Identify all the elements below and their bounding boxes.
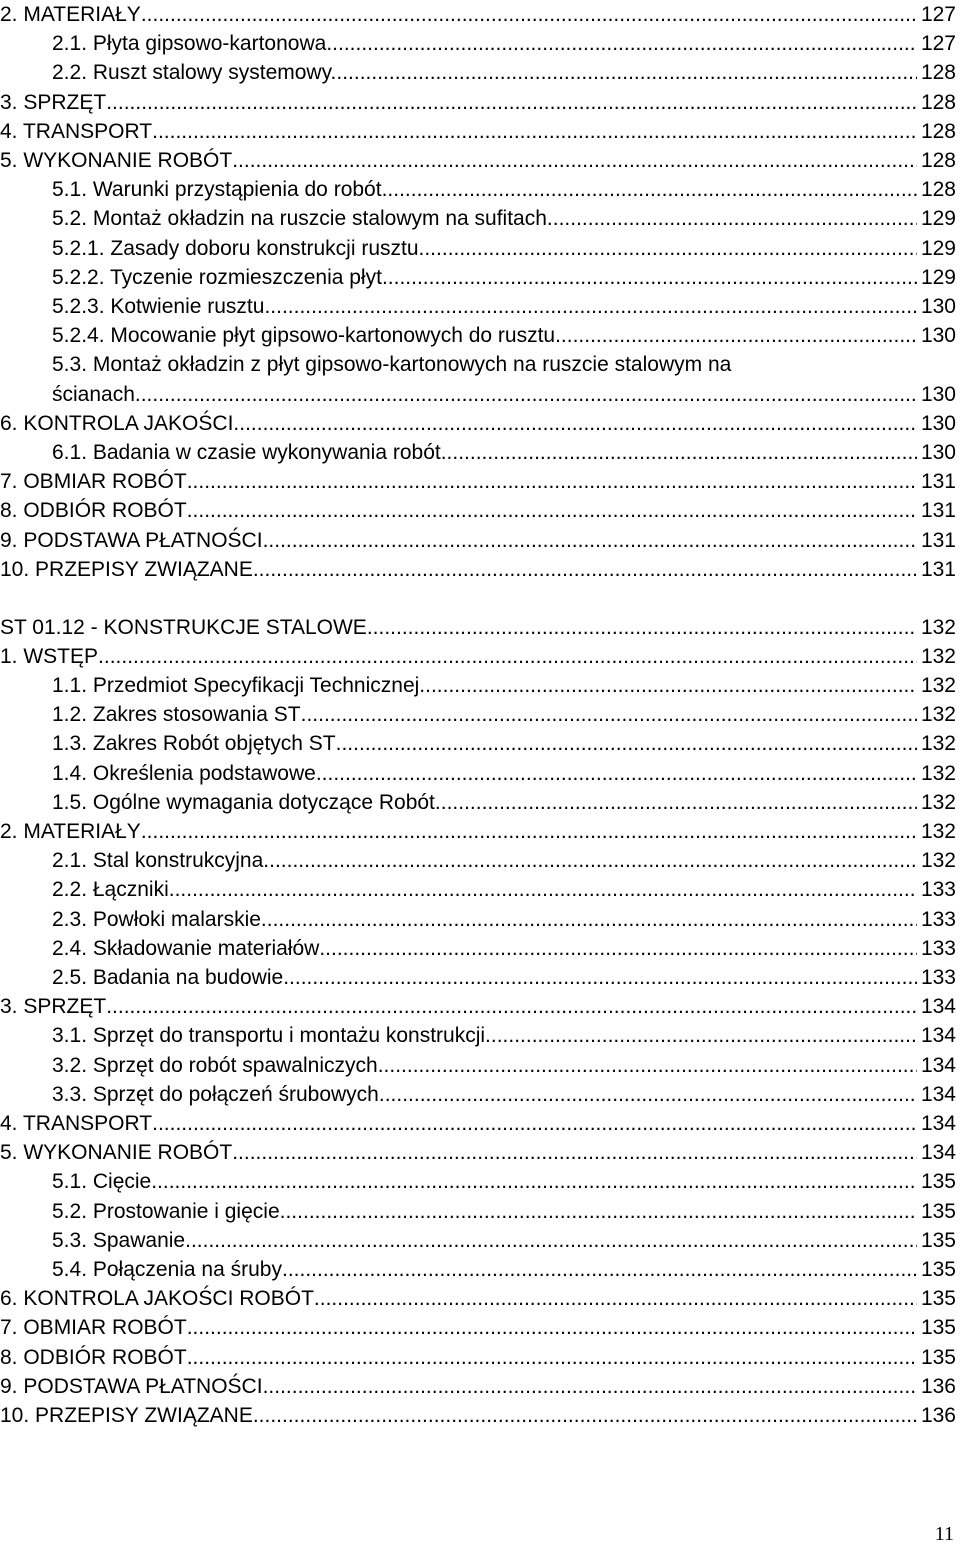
toc-entry-page: 134	[920, 1024, 956, 1047]
toc-entry[interactable]	[0, 1197, 960, 1226]
toc-entry-page: 129	[920, 266, 956, 289]
toc-entry-page: 132	[920, 762, 956, 785]
toc-entry-lead	[0, 642, 917, 671]
toc-dot-leader	[435, 788, 917, 817]
toc-entry-page: 132	[920, 616, 956, 639]
toc-entry[interactable]	[0, 146, 960, 175]
toc-entry[interactable]	[0, 1021, 960, 1050]
toc-entry-lead	[0, 1226, 917, 1255]
toc-entry-title: 5.2.2. Tyczenie rozmieszczenia płyt	[52, 266, 382, 289]
toc-dot-leader	[382, 263, 917, 292]
toc-dot-leader	[379, 1080, 917, 1109]
toc-dot-leader	[263, 526, 917, 555]
toc-entry[interactable]	[0, 1080, 960, 1109]
toc-entry[interactable]	[0, 1226, 960, 1255]
toc-entry-page: 134	[920, 1112, 956, 1135]
toc-entry-title: 2. MATERIAŁY	[0, 3, 141, 26]
toc-entry-title: 5. WYKONANIE ROBÓT	[0, 149, 233, 172]
toc-entry-title: 3.3. Sprzęt do połączeń śrubowych	[52, 1083, 379, 1106]
toc-dot-leader	[332, 29, 917, 58]
toc-entry-lead	[0, 1401, 917, 1430]
toc-entry-title: 2.2. Łączniki	[52, 878, 169, 901]
toc-dot-leader	[106, 992, 917, 1021]
toc-entry-title: 9. PODSTAWA PŁATNOŚCI	[0, 529, 263, 552]
toc-entry[interactable]	[0, 1343, 960, 1372]
toc-dot-leader	[152, 1109, 917, 1138]
toc-dot-leader	[253, 1401, 917, 1430]
toc-entry-title: 2.1. Stal konstrukcyjna.	[52, 849, 270, 872]
toc-entry[interactable]	[0, 0, 960, 29]
toc-dot-leader	[419, 671, 917, 700]
toc-entry-lead	[0, 496, 917, 525]
toc-dot-leader	[301, 700, 917, 729]
toc-entry-lead	[0, 88, 917, 117]
toc-dot-leader	[336, 58, 917, 87]
toc-entry-page: 128	[920, 91, 956, 114]
toc-entry[interactable]	[0, 175, 960, 204]
page-number: 11	[934, 1523, 954, 1545]
toc-entry[interactable]	[0, 642, 960, 671]
toc-entry-title: 3. SPRZĘT	[0, 91, 107, 114]
toc-entry-page: 130	[920, 383, 956, 406]
toc-dot-leader	[269, 846, 917, 875]
toc-entry[interactable]	[0, 671, 960, 700]
toc-entry-title: 8. ODBIÓR ROBÓT	[0, 499, 187, 522]
toc-dot-leader	[261, 905, 917, 934]
toc-entry-title: 9. PODSTAWA PŁATNOŚCI	[0, 1375, 263, 1398]
toc-dot-leader	[336, 729, 917, 758]
toc-dot-leader	[169, 875, 917, 904]
toc-entry-lead	[0, 905, 917, 934]
toc-entry[interactable]	[0, 1167, 960, 1196]
toc-entry[interactable]	[0, 204, 960, 233]
toc-entry-page: 134	[920, 1141, 956, 1164]
toc-entry[interactable]	[0, 321, 960, 350]
toc-entry-page: 135	[920, 1346, 956, 1369]
toc-entry-lead	[0, 1197, 917, 1226]
toc-entry-page: 135	[920, 1229, 956, 1252]
toc-entry[interactable]	[0, 526, 960, 555]
toc-entry-title: 1. WSTĘP	[0, 645, 99, 668]
toc-entry-page: 131	[920, 470, 956, 493]
toc-entry[interactable]	[0, 905, 960, 934]
toc-dot-leader	[187, 496, 917, 525]
toc-entry-title: 4. TRANSPORT	[0, 1112, 153, 1135]
toc-entry[interactable]	[0, 700, 960, 729]
toc-entry-lead	[0, 1109, 917, 1138]
toc-entry[interactable]	[0, 380, 960, 409]
toc-entry[interactable]	[0, 350, 960, 379]
toc-entry-page: 134	[920, 1054, 956, 1077]
toc-entry-title: 5.2.3. Kotwienie rusztu	[52, 295, 265, 318]
toc-entry-lead	[0, 380, 917, 409]
toc-entry-lead	[0, 963, 917, 992]
toc-entry[interactable]	[0, 263, 960, 292]
toc-entry-lead	[0, 1372, 917, 1401]
toc-dot-leader	[314, 1284, 917, 1313]
toc-entry-title: 1.3. Zakres Robót objętych ST	[52, 732, 336, 755]
toc-entry-page: 130	[920, 412, 956, 435]
toc-entry-lead	[0, 263, 917, 292]
toc-dot-leader	[319, 934, 917, 963]
toc-entry-lead	[0, 700, 917, 729]
toc-entry-lead	[0, 58, 917, 87]
toc-entry[interactable]	[0, 467, 960, 496]
toc-entry-lead	[0, 1313, 917, 1342]
toc-entry-title: 5.1. Cięcie	[52, 1170, 152, 1193]
toc-entry-page: 132	[920, 645, 956, 668]
toc-dot-leader	[280, 1197, 917, 1226]
toc-entry[interactable]	[0, 963, 960, 992]
toc-entry-page: 131	[920, 499, 956, 522]
toc-dot-leader	[232, 1138, 917, 1167]
toc-entry-title: 7. OBMIAR ROBÓT	[0, 1316, 187, 1339]
toc-dot-leader	[264, 292, 917, 321]
toc-entry-page: 130	[920, 324, 956, 347]
toc-entry-lead	[0, 1138, 917, 1167]
toc-entry-page: 131	[920, 529, 956, 552]
toc-entry-page: 135	[920, 1287, 956, 1310]
toc-entry[interactable]	[0, 1051, 960, 1080]
toc-entry-title: 2.2. Ruszt stalowy systemowy.	[52, 61, 337, 84]
toc-entry-lead	[0, 817, 917, 846]
toc-entry[interactable]	[0, 58, 960, 87]
toc-entry-lead	[0, 1080, 917, 1109]
toc-entry-lead	[0, 613, 917, 642]
toc-entry-page: 132	[920, 791, 956, 814]
toc-entry-title: ścianach	[52, 383, 135, 406]
toc-entry-page: 130	[920, 295, 956, 318]
toc-entry-title: 4. TRANSPORT	[0, 120, 153, 143]
toc-entry-lead	[0, 992, 917, 1021]
toc-entry[interactable]	[0, 1401, 960, 1430]
toc-entry-page: 136	[920, 1404, 956, 1427]
toc-entry-page: 135	[920, 1170, 956, 1193]
toc-entry-title: 5.1. Warunki przystąpienia do robót	[52, 178, 382, 201]
toc-entry-title: 5.3. Spawanie	[52, 1229, 186, 1252]
toc-dot-leader	[233, 409, 917, 438]
toc-entry-title: 2.1. Płyta gipsowo-kartonowa.	[52, 32, 333, 55]
toc-entry-title: 6. KONTROLA JAKOŚCI ROBÓT	[0, 1287, 314, 1310]
toc-entry[interactable]	[0, 846, 960, 875]
toc-entry-lead	[0, 934, 917, 963]
toc-dot-leader	[367, 613, 917, 642]
toc-dot-leader	[232, 146, 917, 175]
toc-entry-lead	[0, 350, 960, 379]
toc-entry[interactable]	[0, 729, 960, 758]
toc-entry[interactable]	[0, 1313, 960, 1342]
toc-entry-title: 3. SPRZĘT	[0, 995, 107, 1018]
toc-entry-lead	[0, 526, 917, 555]
toc-dot-leader	[555, 321, 917, 350]
toc-entry-title: 3.2. Sprzęt do robót spawalniczych	[52, 1054, 378, 1077]
toc-entry-title: 10. PRZEPISY ZWIĄZANE	[0, 1404, 253, 1427]
toc-entry-page: 128	[920, 149, 956, 172]
toc-entry-title: 1.5. Ogólne wymagania dotyczące Robót	[52, 791, 435, 814]
toc-dot-leader	[441, 438, 917, 467]
toc-entry[interactable]	[0, 409, 960, 438]
toc-entry-title: 2. MATERIAŁY	[0, 820, 141, 843]
toc-entry-page: 130	[920, 441, 956, 464]
toc-dot-leader	[382, 175, 917, 204]
toc-entry-lead	[0, 467, 917, 496]
toc-entry[interactable]	[0, 1138, 960, 1167]
toc-dot-leader	[378, 1051, 917, 1080]
toc-entry-lead	[0, 409, 917, 438]
toc-entry[interactable]	[0, 88, 960, 117]
toc-dot-leader	[316, 759, 917, 788]
toc-entry-title: 1.4. Określenia podstawowe	[52, 762, 316, 785]
toc-entry-lead	[0, 29, 917, 58]
toc-entry-title: 2.4. Składowanie materiałów	[52, 937, 320, 960]
toc-entry[interactable]	[0, 29, 960, 58]
toc-dot-leader	[283, 963, 917, 992]
toc-entry-page: 135	[920, 1258, 956, 1281]
toc-entry-title: ST 01.12 - KONSTRUKCJE STALOWE	[0, 616, 367, 639]
toc-entry-page: 127	[920, 3, 956, 26]
toc-entry-title: 6.1. Badania w czasie wykonywania robót	[52, 441, 441, 464]
toc-entry-lead	[0, 671, 917, 700]
toc-entry-title: 1.2. Zakres stosowania ST	[52, 703, 301, 726]
toc-dot-leader	[187, 467, 917, 496]
toc-dot-leader	[419, 234, 917, 263]
toc-dot-leader	[106, 88, 917, 117]
toc-entry[interactable]	[0, 234, 960, 263]
toc-dot-leader	[141, 817, 917, 846]
toc-entry-lead	[0, 1051, 917, 1080]
toc-dot-leader	[185, 1226, 917, 1255]
toc-entry[interactable]	[0, 759, 960, 788]
toc-entry-lead	[0, 292, 917, 321]
toc-entry[interactable]	[0, 1372, 960, 1401]
toc-entry-lead	[0, 175, 917, 204]
toc-dot-leader	[135, 380, 917, 409]
toc-entry-lead	[0, 204, 917, 233]
toc-dot-leader	[187, 1343, 917, 1372]
toc-entry-page: 132	[920, 849, 956, 872]
toc-entry-lead	[0, 759, 917, 788]
toc-entry-page: 132	[920, 732, 956, 755]
toc-entry[interactable]	[0, 817, 960, 846]
toc-entry-lead	[0, 234, 917, 263]
toc-entry[interactable]	[0, 613, 960, 642]
toc-dot-leader	[547, 204, 917, 233]
toc-entry-title: 10. PRZEPISY ZWIĄZANE	[0, 558, 253, 581]
toc-entry-page: 133	[920, 937, 956, 960]
toc-entry-page: 133	[920, 908, 956, 931]
toc-dot-leader	[187, 1313, 917, 1342]
toc-entry-page: 136	[920, 1375, 956, 1398]
toc-dot-leader	[151, 1167, 917, 1196]
toc-entry[interactable]	[0, 117, 960, 146]
toc-entry[interactable]	[0, 555, 960, 584]
toc-entry-page: 129	[920, 237, 956, 260]
toc-entry-page: 132	[920, 674, 956, 697]
toc-entry-page: 135	[920, 1316, 956, 1339]
toc-entry-title: 5.4. Połączenia na śruby	[52, 1258, 282, 1281]
toc-entry-page: 132	[920, 703, 956, 726]
toc-entry-lead	[0, 117, 917, 146]
toc-entry-lead	[0, 1343, 917, 1372]
toc-entry-lead	[0, 1021, 917, 1050]
toc-entry-page: 132	[920, 820, 956, 843]
toc-entry-title: 5.2.4. Mocowanie płyt gipsowo-kartonowych do rusztu	[52, 324, 556, 347]
toc-entry[interactable]	[0, 934, 960, 963]
toc-entry-page: 133	[920, 966, 956, 989]
toc-entry-title: 8. ODBIÓR ROBÓT	[0, 1346, 187, 1369]
toc-entry-page: 134	[920, 1083, 956, 1106]
toc-entry-lead	[0, 321, 917, 350]
toc-entry-page: 133	[920, 878, 956, 901]
toc-dot-leader	[141, 0, 917, 29]
toc-entry-lead	[0, 875, 917, 904]
toc-entry-lead	[0, 0, 917, 29]
toc-entry[interactable]	[0, 992, 960, 1021]
toc-entry-lead	[0, 729, 917, 758]
toc-entry-page: 128	[920, 178, 956, 201]
toc-entry-lead	[0, 555, 917, 584]
toc-entry-title: 5.3. Montaż okładzin z płyt gipsowo-kartonowych na ruszcie stalowym na	[52, 353, 732, 376]
toc-entry-lead	[0, 146, 917, 175]
toc-entry[interactable]	[0, 1255, 960, 1284]
toc-entry-lead	[0, 1167, 917, 1196]
toc-entry[interactable]	[0, 438, 960, 467]
toc-entry-title: 6. KONTROLA JAKOŚCI	[0, 412, 234, 435]
toc-entry-title: 5. WYKONANIE ROBÓT	[0, 1141, 233, 1164]
toc-dot-leader	[253, 555, 917, 584]
toc-entry-page: 127	[920, 32, 956, 55]
toc-entry-title: 2.3. Powłoki malarskie	[52, 908, 261, 931]
toc-entry-title: 1.1. Przedmiot Specyfikacji Technicznej	[52, 674, 420, 697]
toc-entry-lead	[0, 1255, 917, 1284]
toc-dot-leader	[282, 1255, 917, 1284]
toc-entry-page: 131	[920, 558, 956, 581]
toc-entry-title: 7. OBMIAR ROBÓT	[0, 470, 187, 493]
toc-entry-lead	[0, 1284, 917, 1313]
toc-entry-title: 2.5. Badania na budowie	[52, 966, 284, 989]
toc-entry-lead	[0, 438, 917, 467]
toc-entry-lead	[0, 788, 917, 817]
toc-entry-page: 135	[920, 1200, 956, 1223]
toc-entry[interactable]	[0, 875, 960, 904]
toc-entry-page: 129	[920, 207, 956, 230]
toc-entry[interactable]	[0, 788, 960, 817]
toc-entry-title: 5.2. Prostowanie i gięcie	[52, 1200, 280, 1223]
toc-entry-page: 128	[920, 120, 956, 143]
toc-entry-lead	[0, 846, 917, 875]
toc-entry[interactable]	[0, 1109, 960, 1138]
toc-entry[interactable]	[0, 292, 960, 321]
toc-entry-page: 134	[920, 995, 956, 1018]
toc-dot-leader	[98, 642, 917, 671]
toc-dot-leader	[263, 1372, 917, 1401]
toc-entry-title: 3.1. Sprzęt do transportu i montażu konstrukcji	[52, 1024, 486, 1047]
toc-entry[interactable]	[0, 496, 960, 525]
toc-entry-title: 5.2.1. Zasady doboru konstrukcji rusztu	[52, 237, 419, 260]
toc-entry[interactable]	[0, 1284, 960, 1313]
toc-dot-leader	[152, 117, 917, 146]
toc-dot-leader	[485, 1021, 917, 1050]
toc-entry-page: 128	[920, 61, 956, 84]
toc-entry-title: 5.2. Montaż okładzin na ruszcie stalowym na sufitach	[52, 207, 547, 230]
